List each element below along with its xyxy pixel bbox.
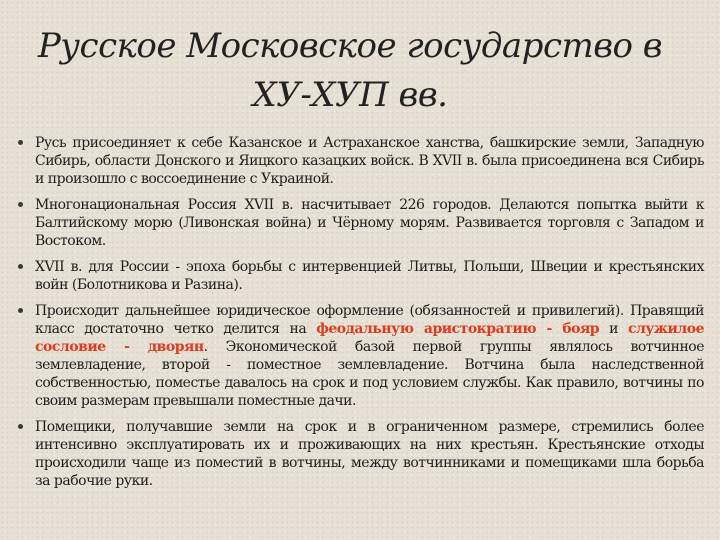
bullet-text-after: . Экономической базой первой группы являлось вотчинное землевладение, второй - поместное землевладение. Вотчина была наследственной собственностью, поместье давалось на срок и под условием службы. Как правило, вотчины по своим размерам превышали поместные дачи.: [35, 339, 705, 409]
bullet-dot-icon: [18, 264, 23, 269]
highlight-service-class: служилое сословие - дворян: [35, 321, 704, 355]
bullet-item-landowners: [18, 418, 704, 490]
bullet-dot-icon: [18, 424, 23, 429]
bullet-item-cities: [18, 196, 704, 250]
bullet-dot-icon: [18, 140, 23, 145]
slide-title-line-1: Русское Московское государство в: [37, 26, 663, 66]
slide-title-line-2: ХУ-ХУП вв.: [252, 75, 448, 115]
bullet-text-middle: и: [599, 321, 628, 337]
bullet-text: XVII в. для России - эпоха борьбы с интервенцией Литвы, Польши, Швеции и крестьянских войн (Болотникова и Разина).: [35, 259, 704, 293]
bullet-text-before: Происходит дальнейшее юридическое оформление (обязанностей и привилегий). Правящий класс достаточно четко делится на: [35, 303, 704, 337]
bullet-list: [18, 134, 704, 498]
bullet-text: Помещики, получавшие земли на срок и в ограниченном размере, стремились более интенсивно эксплуатировать их и проживающих на них крестьян. Крестьянские отходы происходили чаще из поместий в вотчины, между вотчинниками и помещиками шла борьба за рабочие руки.: [35, 419, 704, 489]
bullet-text: Русь присоединяет к себе Казанское и Астраханское ханства, башкирские земли, Западную Сибирь, области Донского и Яицкого казацких войск. В XVII в. была присоединена вся Сибирь и произошло с воссоединение с Украиной.: [35, 135, 704, 187]
bullet-dot-icon: [18, 202, 23, 207]
highlight-feudal-aristocracy: феодальную аристократию - бояр: [316, 321, 600, 337]
bullet-item-ruling-class: [18, 302, 704, 410]
bullet-item-interventions: [18, 258, 704, 294]
bullet-item-annexation: [18, 134, 704, 188]
bullet-text: Многонациональная Россия XVII в. насчитывает 226 городов. Делаются попытка выйти к Балтийскому морю (Ливонская война) и Чёрному морям. Развивается торговля с Западом и Востоком.: [35, 197, 704, 249]
slide-title: [0, 22, 700, 120]
bullet-dot-icon: [18, 308, 23, 313]
